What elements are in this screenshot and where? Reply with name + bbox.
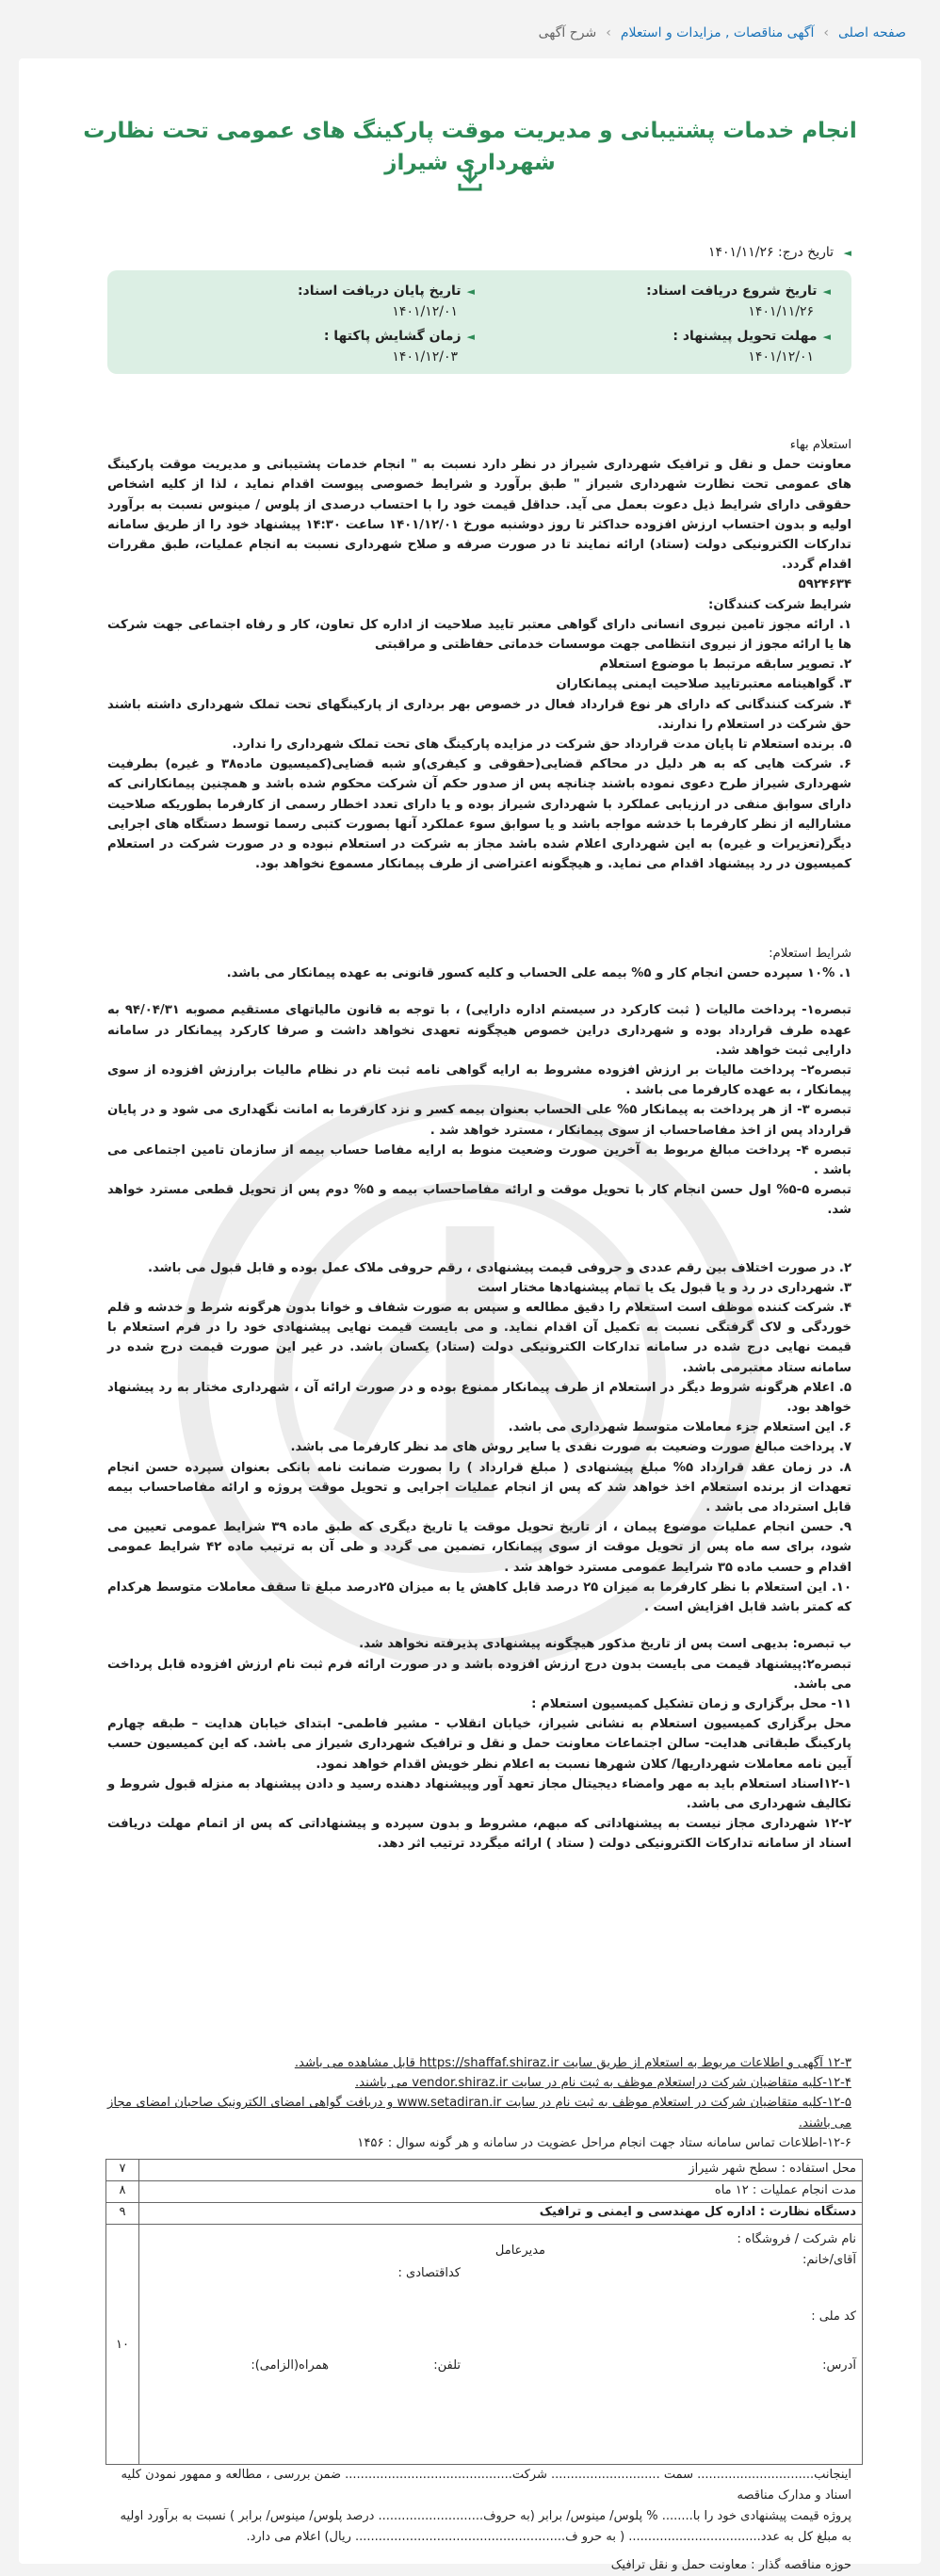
conditions-note: تبصره۲– پرداخت مالیات بر ارزش افزوده مشروط به ارایه گواهی نامه ثبت نام در نظام مالیات برارزش افزوده از سوی پیمانکار ، به عهده کارفرما می باشد . bbox=[107, 1063, 851, 1098]
contractor-item: ۲. تصویر سابقه مرتبط با موضوع استعلام bbox=[599, 657, 851, 672]
start-date-label: تاریخ شروع دریافت اسناد: bbox=[646, 284, 818, 299]
deadline-value: ۱۴۰۱/۱۲/۰۱ bbox=[748, 349, 814, 365]
declaration-line: پروژه قیمت پیشنهادی خود را با........ % پلوس/ مینوس/ برابر (به حروف........................... درصد پلوس/ مینوس/ برابر ) نسبت به برآورد اولیه bbox=[120, 2509, 851, 2523]
start-date-value: ۱۴۰۱/۱۱/۲۶ bbox=[748, 304, 814, 319]
conditions-item: ۷. پرداخت مبالغ صورت وضعیت به صورت نقدی یا سایر روش های مد نظر کارفرما می باشد. bbox=[290, 1440, 851, 1455]
table-row bbox=[106, 2181, 863, 2203]
download-icon[interactable] bbox=[457, 164, 483, 192]
info-table bbox=[105, 2159, 863, 2465]
posted-value: ۱۴۰۱/۱۱/۲۶ bbox=[707, 245, 774, 260]
contractor-item: ۵. برنده استعلام تا پایان مدت قرارداد حق شرکت در مزایده پارکینگ های تحت تملک شهرداری را ندارد. bbox=[232, 737, 851, 753]
table-cell: دستگاه نظارت : اداره کل مهندسی و ایمنی و ترافیک bbox=[139, 2203, 863, 2225]
triangle-bullet-icon: ◄ bbox=[822, 285, 831, 298]
conditions-item: ۳. شهرداری در رد و یا قبول یک یا تمام پیشنهادها مختار است bbox=[477, 1280, 851, 1295]
table-cell: مدت انجام عملیات : ۱۲ ماه bbox=[139, 2181, 863, 2203]
conditions-item: ۵. اعلام هرگونه شروط دیگر در استعلام از طرف پیمانکار ممنوع بوده و در صورت ارائه آن ، شهرداری مختار به رد پیشنهاد خواهد بود. bbox=[107, 1380, 851, 1416]
contractor-item: ۳. گواهینامه معتبرتایید صلاحیت ایمنی پیمانکاران bbox=[556, 677, 851, 692]
conditions-item: ۴. شرکت کننده موظف است استعلام را دقیق مطالعه و سپس به صورت شفاف و خوانا بدون هرگونه شرط و خدشه و قلم خوردگی و لاک گرفتگی نسبت به تکمیل آن اقدام نماید. و می بایست قیمت نهایی پیشنهادی خود را در فرم استعلام با قیمت نهایی درج شده در سامانه تدارکات الکترونیکی دولت (ستاد) یکسان باشد. در غیر این صورت قیمت درج شده در سامانه ستاد معتبرمی باشد. bbox=[107, 1301, 851, 1375]
declaration bbox=[107, 2465, 851, 2576]
contractor-heading: شرایط شرکت کنندگان: bbox=[708, 597, 851, 612]
deadline-date bbox=[520, 329, 831, 365]
breadcrumb bbox=[34, 23, 906, 43]
conditions-extra: ۱۲-۱اسناد استعلام باید به مهر وامضاء دیجیتال مجاز تعهد آور وپیشنهاد دهنده رسید و دادن پیشنهاد به منزله قبول شروط و تکالیف شهرداری می باشد. bbox=[107, 1776, 851, 1811]
deadline-label: مهلت تحویل پیشنهاد : bbox=[673, 329, 818, 344]
opening-date bbox=[164, 329, 475, 365]
conditions-note: تبصره ۳- از هر پرداخت به پیمانکار ۵% علی الحساب بعنوان بیمه کسر و نزد کارفرما به امانت نگهداری می شود و در پایان قرارداد پس از اخذ مفاصاحساب از سوی پیمانکار ، مسترد خواهد شد . bbox=[107, 1103, 851, 1138]
triangle-bullet-icon: ◄ bbox=[843, 247, 851, 259]
conditions-item: ۱۰. این استعلام با نظر کارفرما به میزان ۲۵ درصد قابل کاهش یا به میزان ۲۵درصد مبلغ تا سقف معاملات متوسط هرکدام که کمتر باشد قابل افزایش است . bbox=[107, 1580, 851, 1615]
table-row-form bbox=[106, 2225, 863, 2465]
breadcrumb-ads[interactable]: آگهی مناقصات , مزایدات و استعلام bbox=[620, 25, 815, 41]
opening-label: زمان گشایش پاکتها : bbox=[323, 329, 462, 344]
contractor-item: ۱. ارائه مجوز تامین نیروی انسانی دارای گواهی معتبر تایید صلاحیت از اداره کل تعاون، کار و رفاه اجتماعی جهت شرکت ها یا ارائه مجوز از نیروی انتظامی جهت موسسات خدماتی حفاظتی و مراقبتی bbox=[107, 617, 851, 653]
form-econ-code-label: کداقتصادی : bbox=[397, 2266, 461, 2280]
table-row-number: ۹ bbox=[106, 2203, 139, 2225]
page-title: انجام خدمات پشتیبانی و مدیریت موقت پارکینگ های عمومی تحت نظارت شهرداری شیراز bbox=[83, 119, 857, 175]
table-row-number: ۷ bbox=[106, 2160, 139, 2181]
conditions-extra: ۱۱- محل برگزاری و زمان تشکیل کمیسیون استعلام : bbox=[531, 1696, 851, 1711]
notice-setad[interactable]: ۱۲-۵-کلیه متقاضیان شرکت در استعلام موظف به ثبت نام در سایت www.setadiran.ir و دریافت گواهی امضای الکترونیک صاحبان امضای مجاز می باشند. bbox=[107, 2096, 851, 2130]
conditions-extra: ۱۲-۲ شهرداری مجاز نیست به پیشنهاداتی که مبهم، مشروط و بدون سپرده و پیشنهاداتی که پس از اتمام مهلت دریافت اسناد از سامانه تدارکات الکترونیکی دولت ( ستاد ) ارائه میگردد ترتیب اثر دهد. bbox=[107, 1817, 851, 1852]
conditions-extra: ب تبصره: بدیهی است پس از تاریخ مذکور هیچگونه پیشنهادی پذیرفته نخواهد شد. bbox=[359, 1637, 851, 1652]
notice-shaffaf[interactable]: ۱۲-۳ آگهی و اطلاعات مربوط به استعلام از طریق سایت https://shaffaf.shiraz.ir قابل مشاهده می باشد. bbox=[294, 2056, 851, 2070]
breadcrumb-home[interactable]: صفحه اصلی bbox=[837, 25, 906, 41]
table-cell: محل استفاده : سطح شهر شیراز bbox=[139, 2160, 863, 2181]
chevron-left-icon: › bbox=[606, 25, 611, 41]
conditions-item: ۶. این استعلام جزء معاملات متوسط شهرداری می باشد. bbox=[508, 1420, 851, 1435]
form-phone-label: تلفن: bbox=[433, 2358, 461, 2373]
form-national-code-label: کد ملی : bbox=[811, 2309, 856, 2324]
form-ceo-label: مدیرعامل bbox=[494, 2244, 545, 2258]
conditions-section bbox=[107, 944, 851, 1855]
table-row bbox=[106, 2160, 863, 2181]
declaration-line: به مبلغ کل به عدد.................................. ( به حرو ف...................................................... ریال) اعلام می دارد. bbox=[246, 2530, 851, 2544]
conditions-item: ۲. در صورت اختلاف بین رقم عددی و حروفی قیمت پیشنهادی ، رقم حروفی ملاک عمل بوده و قابل قبول می باشد. bbox=[147, 1260, 851, 1275]
chevron-left-icon: › bbox=[823, 25, 829, 41]
intro-heading: استعلام بهاء bbox=[789, 438, 851, 452]
posted-label: تاریخ درج: bbox=[778, 245, 835, 260]
table-row-number: ۸ bbox=[106, 2181, 139, 2203]
breadcrumb-current: شرح آگهی bbox=[538, 25, 597, 41]
declaration-line: اینجانب.............................. سمت ............................ شرکت........................................... ضمن بررسی ، مطالعه و ممهور نمودن کلیه اسناد و مدارک مناقصه bbox=[121, 2468, 851, 2503]
triangle-bullet-icon: ◄ bbox=[822, 331, 831, 343]
intro-phone: ۵۹۲۴۶۳۴ bbox=[798, 577, 851, 592]
dates-box bbox=[107, 270, 851, 374]
notices-section bbox=[107, 2053, 851, 2153]
end-date bbox=[164, 284, 475, 319]
start-date bbox=[520, 284, 831, 319]
conditions-heading: شرایط استعلام: bbox=[769, 947, 851, 961]
form-person-label: آقای/خانم: bbox=[802, 2253, 856, 2267]
form-mobile-label: همراه(الزامی): bbox=[251, 2358, 329, 2373]
triangle-bullet-icon: ◄ bbox=[466, 285, 475, 298]
tender-authority: حوزه مناقصه گذار : معاونت حمل و نقل ترافیک bbox=[610, 2558, 851, 2572]
form-company-label: نام شرکت / فروشگاه : bbox=[737, 2232, 856, 2246]
end-date-label: تاریخ پایان دریافت اسناد: bbox=[297, 284, 462, 299]
intro-text: معاونت حمل و نقل و ترافیک شهرداری شیراز در نظر دارد نسبت به " انجام خدمات پشتیبانی و مدیریت موقت پارکینگ های عمومی تحت نظارت شهرداری شیراز " طبق برآورد و شرایط خصوصی پیوست اقدام نماید ، لذا از کلیه اشخاص حقوقی دارای شرایط ذیل دعوت بعمل می آید. حداقل قیمت خود را با احتساب درصدی از پلوس / مینوس نسبت به برآورد اولیه و بدون احتساب ارزش افزوده حداکثر تا روز دوشنبه مورخ ۱۴۰۱/۱۲/۰۱ ساعت ۱۴:۳۰ پیشنهاد خود را از طریق سامانه تدارکات الکترونیکی دولت (ستاد) ارائه نمایند تا در صورت صرفه و صلاح شهرداری نسبت به انجام عملیات، طبق مقررات اقدام گردد. bbox=[107, 458, 851, 573]
conditions-item: ۸. در زمان عقد قرارداد ۵% مبلغ پیشنهادی ( مبلغ قرارداد ) را بصورت ضمانت نامه بانکی بعنوان سپرده حسن انجام تعهدات از برنده استعلام اخذ خواهد شد که پس از انجام عملیات اجرایی و تحویل موقت پروژه و ارائه مفاصاحساب بیمه قابل استرداد می باشد . bbox=[107, 1460, 851, 1515]
conditions-item: ۱. ۱۰% سپرده حسن انجام کار و ۵% بیمه علی الحساب و کلیه کسور قانونی به عهده پیمانکار می باشد. bbox=[226, 966, 851, 981]
conditions-note: تبصره ۵-۵% اول حسن انجام کار با تحویل موقت و ارائه مفاصاحساب بیمه و ۵% دوم پس از تحویل قطعی مسترد خواهد شد. bbox=[107, 1183, 851, 1218]
opening-value: ۱۴۰۱/۱۲/۰۳ bbox=[392, 349, 458, 365]
end-date-value: ۱۴۰۱/۱۲/۰۱ bbox=[392, 304, 458, 319]
notice-vendor[interactable]: ۱۲-۴-کلیه متقاضیان شرکت دراستعلام موظف به ثبت نام در سایت vendor.shiraz.ir می باشند. bbox=[354, 2076, 851, 2091]
table-row-number: ۱۰ bbox=[106, 2225, 139, 2465]
ad-detail-card bbox=[19, 58, 921, 2572]
notice-contact: ۱۲-۶-اطلاعات تماس سامانه ستاد جهت انجام مراحل عضویت در سامانه و هر گونه سوال : ۱۴۵۶ bbox=[357, 2135, 851, 2150]
conditions-extra: محل برگزاری کمیسیون استعلام به نشانی شیراز، خیابان انقلاب - مشیر فاطمی- ابتدای خیابان هدایت – طبقه چهارم پارکینگ طبقاتی هدایت- سالن اجتماعات معاونت حمل و نقل و ترافیک شهرداری شیراز می باشد. که این کمیسیون حسب آیین نامه معاملات شهرداریها/ کلان شهرها نسبت به اعلام نظر خویش اقدام خواهد نمود. bbox=[107, 1717, 851, 1772]
conditions-note: تبصره۱- پرداخت مالیات ( ثبت کارکرد در سیستم اداره دارایی) ، با توجه به قانون مالیاتهای مستقیم مصوبه ۹۴/۰۴/۳۱ به عهده طرف قرارداد بوده و شهرداری دراین خصوص هیچگونه تعهدی نخواهد داشت و صرفا کارکرد پیمانکار در سامانه دارایی ثبت خواهد شد. bbox=[107, 1003, 851, 1058]
bidder-form bbox=[139, 2225, 863, 2465]
conditions-note: تبصره ۴- پرداخت مبالغ مربوط به آخرین صورت وضعیت منوط به ارایه مفاصا حساب بیمه از سازمان تامین اجتماعی می باشد . bbox=[107, 1142, 851, 1178]
posted-date bbox=[708, 245, 851, 260]
intro-section bbox=[107, 435, 851, 874]
conditions-item: ۹. حسن انجام عملیات موضوع پیمان ، از تاریخ تحویل موقت یا تاریخ دیگری که طبق ماده ۳۹ شرایط عمومی تعیین می شود، برای سه ماه پس از تحویل موقت از سوی پیمانکار، تضمین می گردد و طی آن به ترتیب ماده ۴۲ شرایط عمومی اقدام و حسب ماده ۳۵ شرایط عمومی مسترد خواهد شد . bbox=[107, 1520, 851, 1575]
triangle-bullet-icon: ◄ bbox=[466, 331, 475, 343]
form-address-label: آدرس: bbox=[822, 2358, 856, 2373]
table-row bbox=[106, 2203, 863, 2225]
conditions-extra: تبصره۲:پیشنهاد قیمت می بایست بدون درج ارزش افزوده باشد و در صورت ارائه فرم ثبت نام ارزش افزوده قابل پرداخت می باشد. bbox=[107, 1657, 851, 1692]
contractor-item: ۶. شرکت هایی که به هر دلیل در محاکم قضایی(حقوقی و کیفری)و شبه قضایی(کمیسیون ماده۳۸ و غیره) بطرفیت شهرداری شیراز طرح دعوی نموده باشند چنانچه پس از صدور حکم آن شرکت محکوم شده باشد و همچنین پیمانکارانی که دارای سوابق منفی در ارزیابی عملکرد با شهرداری شیراز بوده و یا دارای تعدد اخطار رسمی از کارفرما بطوریکه صلاحیت مشارالیه از نظر کارفرما با خدشه مواجه باشد و یا سوابق سوء عملکرد آنها بصورت کتبی رسما توسط دستگاه های اجرایی دیگر(تعزیرات و غیره) به این شهرداری اعلام شده باشد مجاز به شرکت در استعلام نبوده و در صورت شرکت در استعلام کمیسیون در رد پیشنهاد اقدام می نماید. و هیچگونه اعتراضی از طرف پیمانکار مسموع نخواهد بود. bbox=[107, 757, 852, 872]
contractor-item: ۴. شرکت کنندگانی که دارای هر نوع قرارداد فعال در خصوص بهر برداری از پارکینگهای تحت تملک شهرداری داشته باشند حق شرکت در استعلام را ندارند. bbox=[107, 697, 851, 732]
